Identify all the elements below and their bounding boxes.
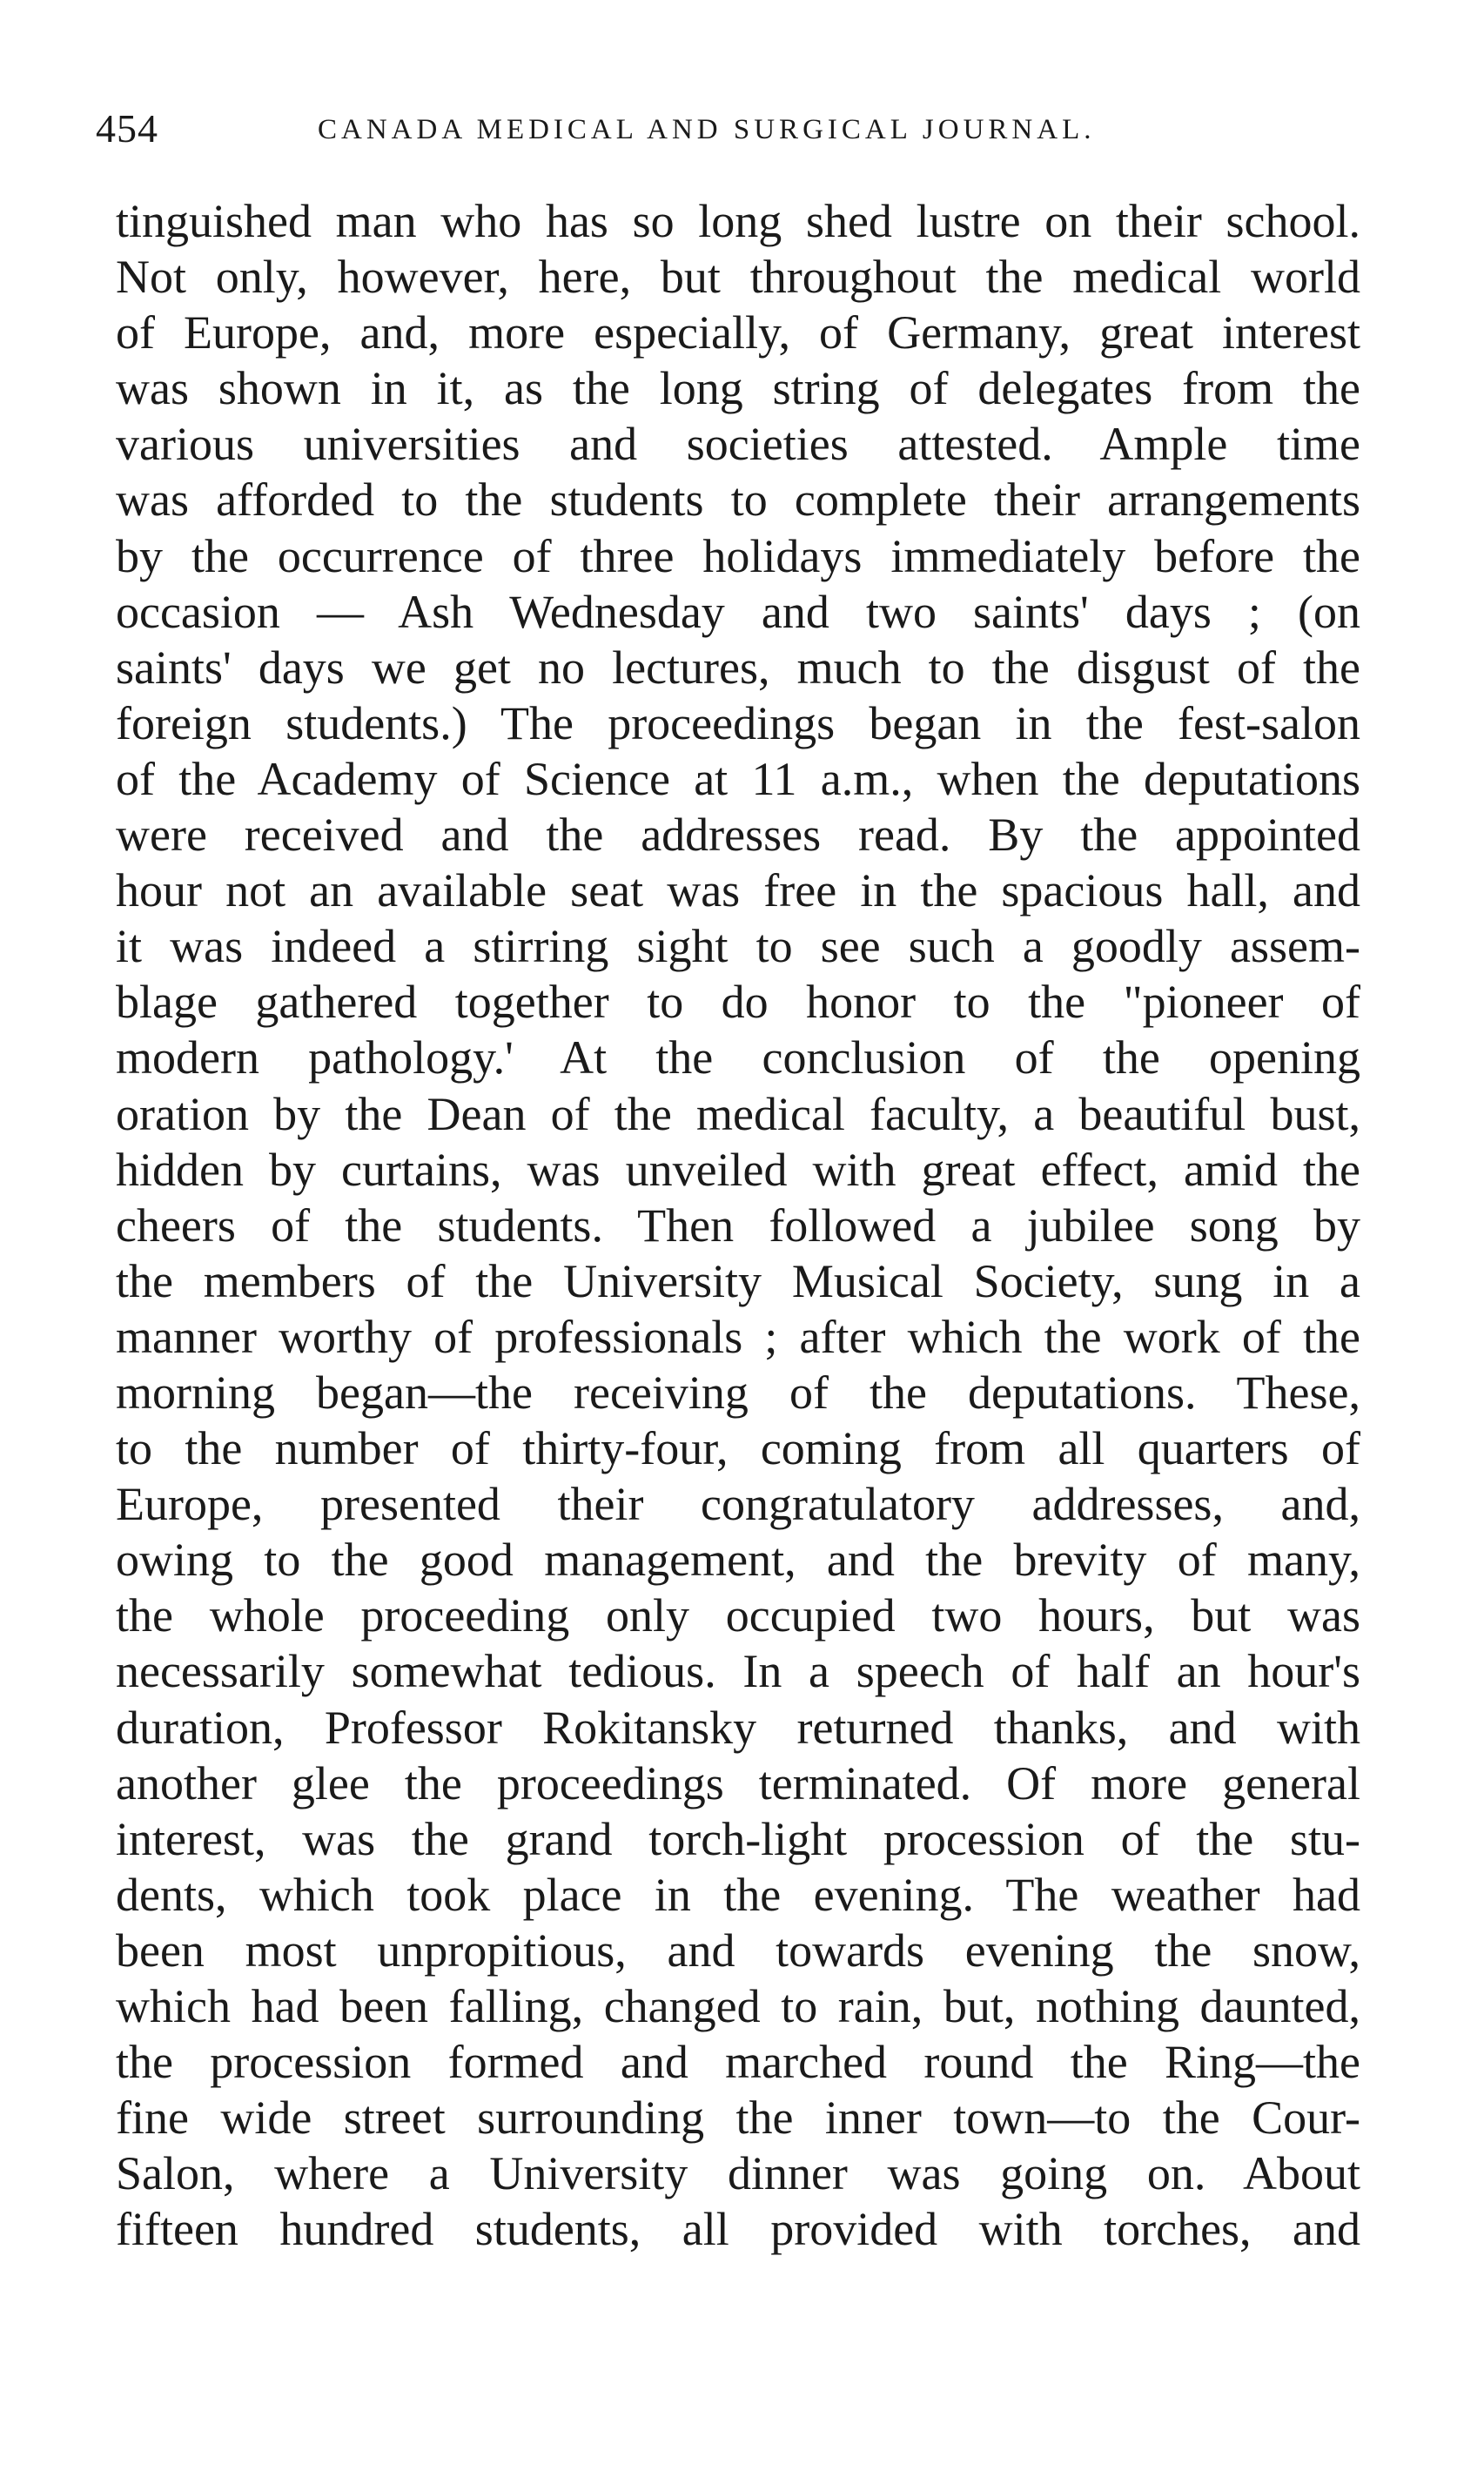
text-line: interest, was the grand torch-light procession of the stu- <box>116 1812 1360 1865</box>
body-text <box>116 193 1360 2257</box>
text-line: dents, which took place in the evening. The weather had <box>116 1868 1360 1921</box>
text-line: of Europe, and, more especially, of Germany, great interest <box>116 306 1360 359</box>
text-line: various universities and societies attested. Ample time <box>116 418 1360 471</box>
running-head <box>96 103 1366 164</box>
text-line: occasion — Ash Wednesday and two saints' days ; (on <box>116 585 1360 638</box>
text-line: manner worthy of professionals ; after which the work of the <box>116 1310 1360 1363</box>
text-line: cheers of the students. Then followed a jubilee song by <box>116 1198 1360 1252</box>
text-line: it was indeed a stirring sight to see such a goodly assem- <box>116 920 1360 973</box>
text-line: hour not an available seat was free in the spacious hall, and <box>116 864 1360 917</box>
text-line: the procession formed and marched round the Ring—the <box>116 2036 1360 2089</box>
text-line: by the occurrence of three holidays immediately before the <box>116 529 1360 582</box>
text-line: owing to the good management, and the brevity of many, <box>116 1534 1360 1587</box>
text-line: tinguished man who has so long shed lustre on their school. <box>116 195 1360 247</box>
text-line: oration by the Dean of the medical faculty, a beautiful bust, <box>116 1087 1360 1140</box>
text-line: fine wide street surrounding the inner town—to the Cour- <box>116 2092 1360 2145</box>
text-line: morning began—the receiving of the deputations. These, <box>116 1366 1360 1419</box>
journal-title: CANADA MEDICAL AND SURGICAL JOURNAL. <box>318 114 1096 145</box>
text-line: necessarily somewhat tedious. In a speech of half an hour's <box>116 1645 1360 1698</box>
page-number: 454 <box>96 106 158 151</box>
text-line: foreign students.) The proceedings began in the fest-salon <box>116 696 1360 749</box>
text-line: Salon, where a University dinner was going on. About <box>116 2147 1360 2200</box>
text-line: was afforded to the students to complete their arrangements <box>116 473 1360 527</box>
text-line: been most unpropitious, and towards evening the snow, <box>116 1924 1360 1977</box>
text-line: which had been falling, changed to rain, but, nothing daunted, <box>116 1980 1360 2032</box>
text-line: was shown in it, as the long string of delegates from the <box>116 362 1360 415</box>
text-line: blage gathered together to do honor to the "pioneer of <box>116 976 1360 1029</box>
text-line: duration, Professor Rokitansky returned thanks, and with <box>116 1701 1360 1754</box>
text-line: fifteen hundred students, all provided with torches, and <box>116 2203 1360 2256</box>
text-line: another glee the proceedings terminated. Of more general <box>116 1756 1360 1810</box>
text-line: hidden by curtains, was unveiled with great effect, amid the <box>116 1143 1360 1196</box>
text-line: modern pathology.' At the conclusion of the opening <box>116 1031 1360 1084</box>
text-line: the whole proceeding only occupied two hours, but was <box>116 1589 1360 1642</box>
text-line: Not only, however, here, but throughout the medical world <box>116 251 1360 304</box>
text-line: Europe, presented their congratulatory addresses, and, <box>116 1478 1360 1531</box>
text-line: the members of the University Musical Society, sung in a <box>116 1254 1360 1307</box>
text-line: of the Academy of Science at 11 a.m., when the deputations <box>116 752 1360 805</box>
text-line: were received and the addresses read. By the appointed <box>116 809 1360 862</box>
text-line: saints' days we get no lectures, much to the disgust of the <box>116 641 1360 694</box>
text-line: to the number of thirty-four, coming from all quarters of <box>116 1422 1360 1475</box>
